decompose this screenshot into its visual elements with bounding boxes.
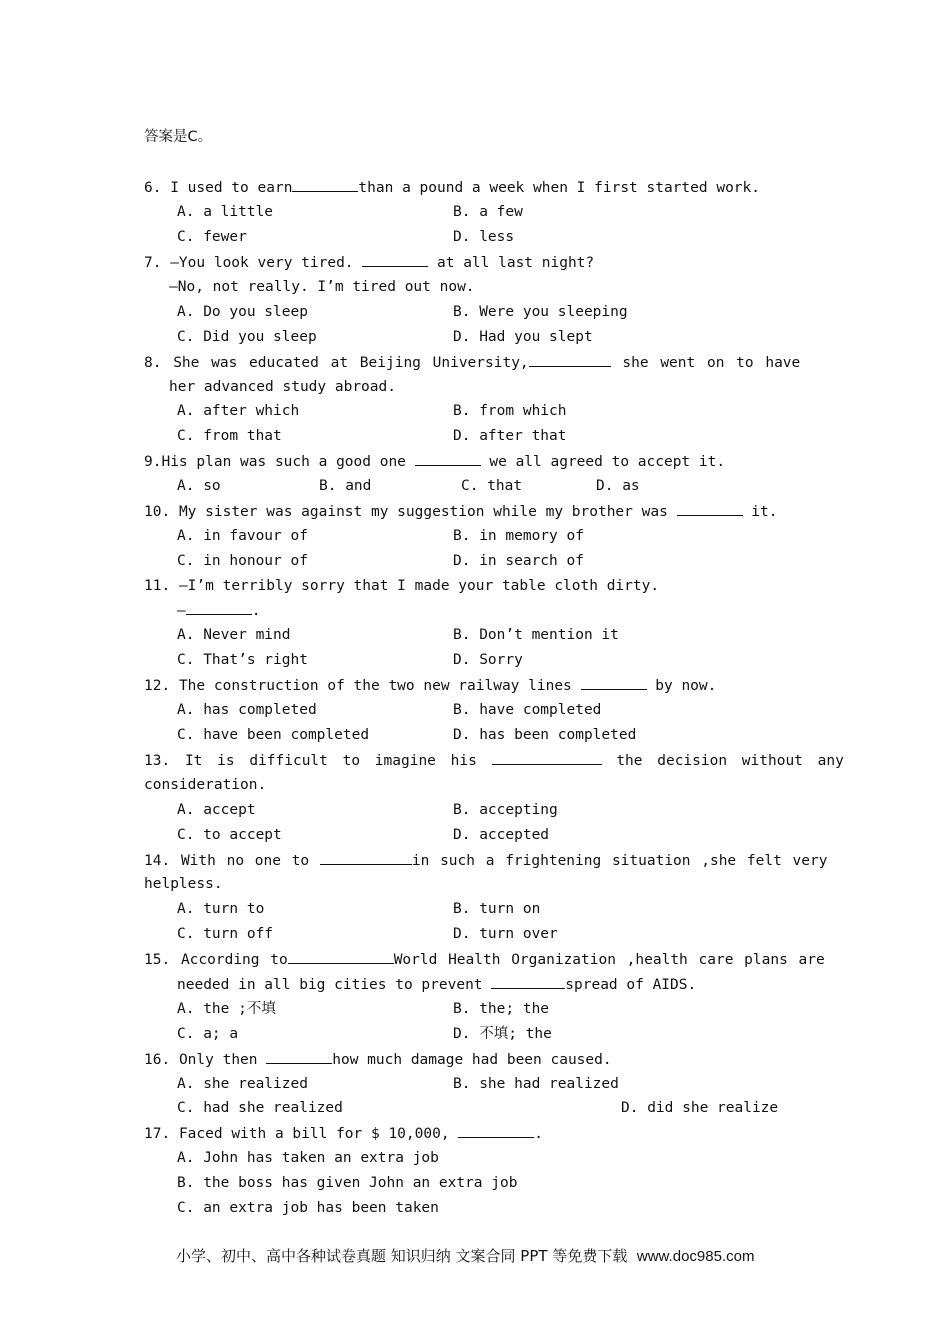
answer-blank <box>362 253 428 267</box>
question-14 <box>144 851 827 870</box>
answer-blank <box>415 452 481 466</box>
answer-blank <box>266 1050 332 1064</box>
option-c: C. to accept <box>177 827 282 843</box>
option-a: A. John has taken an extra job <box>177 1150 439 1166</box>
question-17 <box>144 1124 543 1143</box>
question-text: how much damage had been caused. <box>332 1052 612 1068</box>
option-c: C. from that <box>177 428 282 444</box>
option-d: D. in search of <box>453 553 584 569</box>
question-continuation <box>177 975 696 994</box>
option-c: C. an extra job has been taken <box>177 1200 439 1216</box>
answer-blank <box>288 950 394 964</box>
option-c: C. turn off <box>177 926 274 942</box>
option-c: C. That’s right <box>177 652 308 668</box>
question-7 <box>144 253 594 272</box>
question-text: With no one to <box>180 853 310 869</box>
option-a: A. the ;不填 <box>177 1001 276 1017</box>
question-text: she went on to have <box>622 355 801 371</box>
option-a: A. Never mind <box>177 627 291 643</box>
question-text: in such a frightening situation ,she felt very <box>411 853 828 869</box>
option-a: A. so <box>177 478 221 494</box>
question-text: —I’m terribly sorry that I made your table cloth dirty. <box>178 578 660 594</box>
answer-blank <box>320 851 412 865</box>
answer-blank <box>186 601 252 615</box>
option-c: C. that <box>461 478 523 494</box>
footer <box>176 1246 754 1267</box>
question-number: 14. <box>144 853 171 869</box>
option-d: D. did she realize <box>621 1100 779 1116</box>
question-number: 17. <box>144 1126 171 1142</box>
option-d: D. Sorry <box>453 652 523 668</box>
option-a: A. has completed <box>177 702 317 718</box>
question-text: we all agreed to accept it. <box>489 454 726 470</box>
option-b: B. a few <box>453 204 523 220</box>
option-b: B. have completed <box>453 702 602 718</box>
question-number: 11. <box>144 578 171 594</box>
option-c: C. had she realized <box>177 1100 343 1116</box>
question-text: it. <box>751 504 778 520</box>
reply-dash: — <box>177 603 186 619</box>
option-c: C. Did you sleep <box>177 329 317 345</box>
footer-link[interactable]: www.doc985.com <box>636 1248 755 1265</box>
option-c: C. fewer <box>177 229 247 245</box>
option-a: A. she realized <box>177 1076 308 1092</box>
question-12 <box>144 676 716 695</box>
option-d: D. as <box>596 478 640 494</box>
question-number: 7. <box>144 255 162 271</box>
reply-period: . <box>251 603 261 619</box>
question-6 <box>144 178 760 197</box>
option-d: D. has been completed <box>453 727 637 743</box>
option-a: A. after which <box>177 403 300 419</box>
question-number: 8. <box>144 355 162 371</box>
answer-blank <box>581 676 647 690</box>
option-d: D. Had you slept <box>453 329 593 345</box>
question-text: She was educated at Beijing University, <box>173 355 529 371</box>
option-a: A. turn to <box>177 901 265 917</box>
question-text: World Health Organization ,health care plans are <box>393 952 825 968</box>
option-d: D. turn over <box>453 926 558 942</box>
question-number: 6. <box>144 180 162 196</box>
question-text: needed in all big cities to prevent <box>177 977 483 993</box>
question-number: 9. <box>144 454 162 470</box>
option-d: D. 不填; the <box>453 1026 552 1042</box>
question-number: 13. <box>144 753 171 769</box>
option-b: B. the; the <box>453 1001 550 1017</box>
question-text: than a pound a week when I first started work. <box>358 180 760 196</box>
option-b: B. and <box>319 478 372 494</box>
question-15 <box>144 950 825 969</box>
question-number: 16. <box>144 1052 171 1068</box>
question-11 <box>144 577 659 595</box>
option-b: B. turn on <box>453 901 541 917</box>
question-text: spread of AIDS. <box>565 977 697 993</box>
question-8 <box>144 353 800 372</box>
question-continuation: consideration. <box>144 777 267 793</box>
question-16 <box>144 1050 612 1069</box>
question-text: Only then <box>178 1052 258 1068</box>
option-b: B. accepting <box>453 802 558 818</box>
question-text: His plan was such a good one <box>161 454 406 470</box>
question-text: Faced with a bill for $ 10,000, <box>178 1126 450 1142</box>
option-a: A. in favour of <box>177 528 308 544</box>
question-10 <box>144 502 777 521</box>
question-continuation: helpless. <box>144 876 223 892</box>
option-a: A. a little <box>177 204 274 220</box>
question-text: According to <box>180 952 288 968</box>
question-9 <box>144 452 725 471</box>
question-13 <box>144 751 844 770</box>
question-text: . <box>534 1126 544 1142</box>
option-b: B. from which <box>453 403 567 419</box>
question-number: 15. <box>144 952 171 968</box>
question-number: 12. <box>144 678 171 694</box>
answer-blank <box>491 975 565 989</box>
option-b: B. Were you sleeping <box>453 304 628 320</box>
answer-blank <box>292 178 358 192</box>
question-text: at all last night? <box>437 255 595 271</box>
dialogue-reply: —No, not really. I’m tired out now. <box>169 279 475 295</box>
option-a: A. accept <box>177 802 256 818</box>
option-c: C. in honour of <box>177 553 308 569</box>
question-text: by now. <box>655 678 717 694</box>
option-d: D. less <box>453 229 515 245</box>
answer-blank <box>677 502 743 516</box>
question-number: 10. <box>144 504 171 520</box>
option-c: C. have been completed <box>177 727 370 743</box>
question-text: the decision without any <box>616 753 844 769</box>
question-text: It is difficult to imagine his <box>184 753 477 769</box>
option-b: B. in memory of <box>453 528 584 544</box>
option-c: C. a; a <box>177 1026 239 1042</box>
question-text: I used to earn <box>170 180 293 196</box>
option-a: A. Do you sleep <box>177 304 308 320</box>
option-b: B. the boss has given John an extra job <box>177 1175 518 1191</box>
answer-line: 答案是C。 <box>144 129 213 145</box>
footer-text: 小学、初中、高中各种试卷真题 知识归纳 文案合同 PPT 等免费下载 <box>176 1247 628 1265</box>
dialogue-reply <box>177 601 260 620</box>
question-text: —You look very tired. <box>170 255 354 271</box>
question-text: The construction of the two new railway lines <box>178 678 572 694</box>
option-d: D. after that <box>453 428 567 444</box>
option-d: D. accepted <box>453 827 550 843</box>
question-text: My sister was against my suggestion while my brother was <box>178 504 668 520</box>
option-b: B. Don’t mention it <box>453 627 619 643</box>
answer-blank <box>529 353 611 367</box>
question-continuation: her advanced study abroad. <box>169 379 396 395</box>
answer-blank <box>492 751 602 765</box>
option-b: B. she had realized <box>453 1076 619 1092</box>
answer-blank <box>458 1124 534 1138</box>
